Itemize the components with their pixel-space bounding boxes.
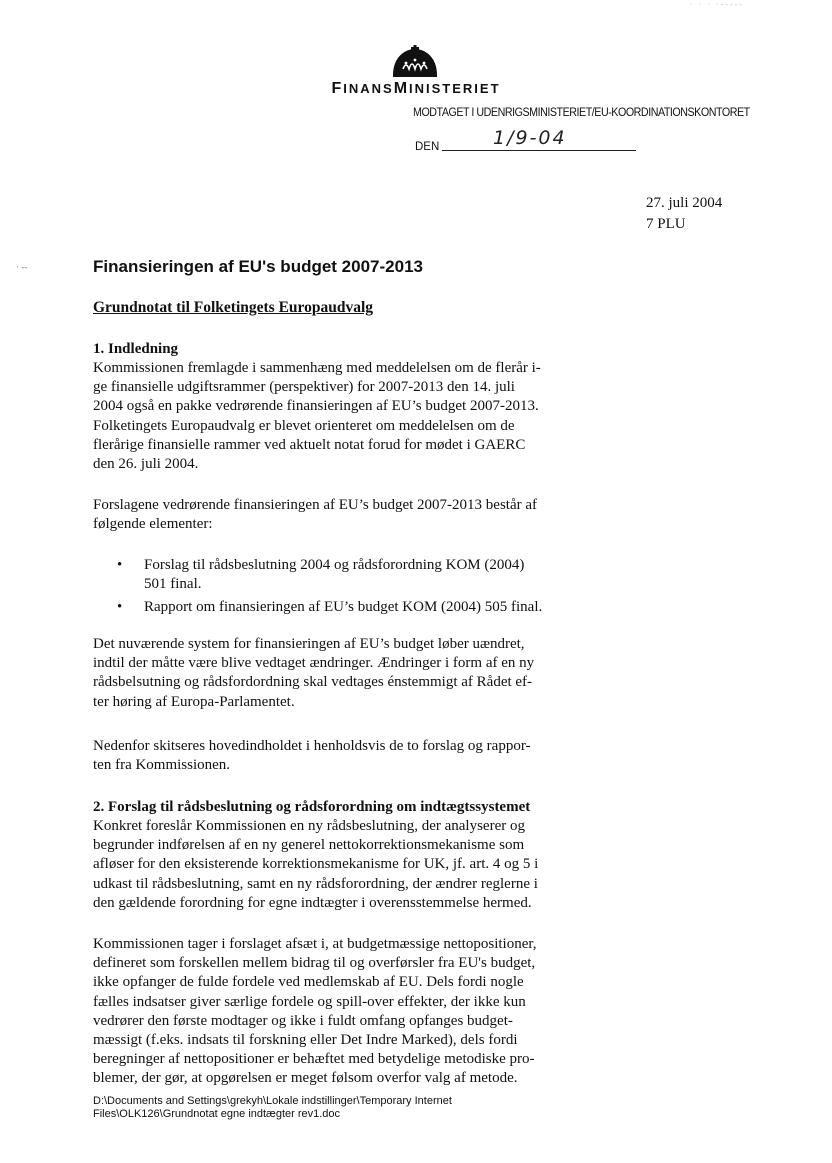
- reference-code: 7 PLU: [646, 216, 686, 232]
- section-2: [93, 798, 623, 817]
- list-item: [117, 598, 637, 617]
- text-line: fælles indsatser giver særlige fordele og spill-over effekter, der ikke kun: [93, 993, 526, 1010]
- text-line: beregninger af nettopositioner er behæftet med betydelige metodiske pro-: [93, 1051, 535, 1068]
- ministry-name: FINANSMINISTERIET: [331, 80, 501, 97]
- text-line: Folketingets Europaudvalg er blevet orienteret om meddelelsen om de: [93, 417, 515, 434]
- text-line: rådsbelsutning og rådsfordordning skal vedtages énstemmigt af Rådet ef-: [93, 674, 533, 691]
- margin-mark: · ‐‐: [16, 262, 28, 272]
- received-stamp-rule: [442, 150, 636, 151]
- text-line: begrunder indførelsen af en ny generel nettokorrektionsmekanisme som: [93, 837, 525, 854]
- text-line: følgende elementer:: [93, 516, 213, 533]
- text-line: Det nuværende system for finansieringen af EU’s budget løber uændret,: [93, 636, 525, 652]
- element-list: [117, 556, 637, 618]
- text-line: defineret som forskellen mellem bidrag til og overførsler fra EU's budget,: [93, 955, 536, 972]
- handwritten-date: 1/9-04: [493, 127, 567, 149]
- text-line: udkast til rådsbeslutning, samt en ny rådsforordning, der ændrer reglerne i: [93, 875, 538, 892]
- file-path-line: D:\Documents and Settings\grekyh\Lokale indstillinger\Temporary Internet: [93, 1095, 452, 1107]
- text-line: vedrører den første modtager og ikke i fuldt omfang opfanges budget-: [93, 1012, 513, 1029]
- document-title: Finansieringen af EU's budget 2007-2013: [93, 257, 423, 276]
- file-path-line: Files\OLK126\Grundnotat egne indtægter rev1.doc: [93, 1108, 341, 1120]
- text-line: 501 final.: [144, 576, 202, 593]
- bullet-marker: •: [117, 557, 123, 573]
- section-1-paragraph-3: [93, 635, 623, 712]
- received-stamp-den-label: DEN: [415, 141, 440, 153]
- text-line: blemer, der gør, at opgørelsen er meget følsom overfor valg af metode.: [93, 1070, 518, 1087]
- text-line: ten fra Kommissionen.: [93, 757, 231, 774]
- text-line: Kommissionen fremlagde i sammenhæng med meddelelsen om de flerår i-: [93, 360, 541, 376]
- letter-date: 27. juli 2004: [646, 195, 723, 211]
- text-line: 2004 også en pakke vedrørende finansieringen af EU’s budget 2007-2013.: [93, 398, 539, 415]
- bullet-marker: •: [117, 599, 123, 616]
- text-line: ikke opfanger de fulde fordele ved medlemskab af EU. Dels fordi nogle: [93, 974, 524, 991]
- section-2-paragraph-1: [93, 817, 623, 913]
- text-line: den 26. juli 2004.: [93, 456, 199, 473]
- document-subtitle: Grundnotat til Folketingets Europaudvalg: [93, 299, 374, 316]
- section-2-heading: 2. Forslag til rådsbeslutning og rådsforordning om indtægtssystemet: [93, 799, 531, 815]
- date-block: [646, 193, 722, 235]
- text-line: den gældende forordning for egne indtægter i overensstemmelse hermed.: [93, 894, 532, 911]
- scan-mark: · · · ·‐‐‐‐‐: [690, 0, 744, 9]
- section-1-heading: 1. Indledning: [93, 341, 179, 357]
- text-line: Kommissionen tager i forslaget afsæt i, at budgetmæssige nettopositioner,: [93, 936, 537, 952]
- file-path-footer: [93, 1095, 452, 1121]
- received-stamp-text: MODTAGET I UDENRIGSMINISTERIET/EU-KOORDINATIONSKONTORET: [413, 107, 750, 119]
- text-line: flerårige finansielle rammer ved aktuelt notat forud for mødet i GAERC: [93, 436, 526, 453]
- text-line: Forslagene vedrørende finansieringen af EU’s budget 2007-2013 består af: [93, 497, 538, 513]
- list-item: [117, 556, 637, 594]
- text-line: ter høring af Europa-Parlamentet.: [93, 693, 295, 710]
- section-1-paragraph-4: [93, 737, 623, 775]
- section-1-paragraph-2: [93, 496, 623, 534]
- text-line: Nedenfor skitseres hovedindholdet i henholdsvis de to forslag og rappor-: [93, 738, 531, 754]
- text-line: Forslag til rådsbeslutning 2004 og rådsforordning KOM (2004): [144, 557, 525, 573]
- crown-logo-icon: [389, 45, 441, 79]
- section-2-paragraph-2: [93, 935, 623, 1089]
- text-line: mæssigt (f.eks. indsats til forskning eller Det Indre Marked), dels fordi: [93, 1032, 518, 1049]
- text-line: indtil der måtte være blive vedtaget ændringer. Ændringer i form af en ny: [93, 655, 535, 672]
- text-line: afløser for den eksisterende korrektionsmekanisme for UK, jf. art. 4 og 5 i: [93, 856, 539, 873]
- text-line: ge finansielle udgiftsrammer (perspektiver) for 2007-2013 den 14. juli: [93, 379, 515, 396]
- text-line: Konkret foreslår Kommissionen en ny rådsbeslutning, der analyserer og: [93, 818, 525, 834]
- section-1-paragraph-1: [93, 359, 623, 474]
- section-1: [93, 340, 623, 359]
- text-line: Rapport om finansieringen af EU’s budget KOM (2004) 505 final.: [144, 599, 543, 616]
